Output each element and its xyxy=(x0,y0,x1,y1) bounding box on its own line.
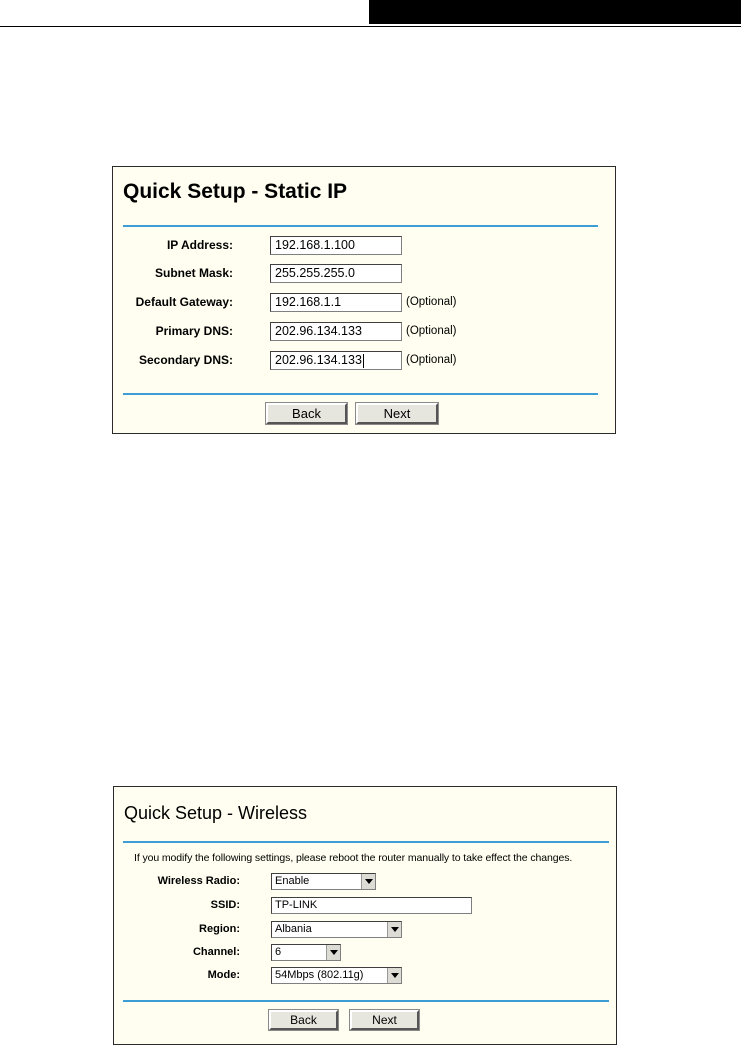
secondary-dns-input[interactable] xyxy=(270,351,402,370)
header-rule xyxy=(0,26,741,27)
footer-divider xyxy=(123,393,598,395)
chevron-down-icon[interactable] xyxy=(361,874,375,889)
primary-dns-input[interactable] xyxy=(270,322,402,341)
back-button[interactable]: Back xyxy=(269,1010,338,1030)
wireless-radio-value: Enable xyxy=(275,875,310,887)
default-gateway-input[interactable] xyxy=(270,293,402,312)
wireless-radio-label: Wireless Radio: xyxy=(157,875,240,887)
chevron-down-icon[interactable] xyxy=(387,968,401,983)
static-ip-panel xyxy=(112,166,616,434)
secondary-dns-optional: (Optional) xyxy=(406,354,457,366)
channel-label: Channel: xyxy=(192,946,240,958)
default-gateway-value: 192.168.1.1 xyxy=(275,295,342,309)
mode-value: 54Mbps (802.11g) xyxy=(275,969,364,981)
reboot-notice: If you modify the following settings, please reboot the router manually to take effect the changes. xyxy=(134,852,573,864)
secondary-dns-label: Secondary DNS: xyxy=(138,353,233,367)
primary-dns-label: Primary DNS: xyxy=(155,324,233,338)
subnet-mask-input[interactable] xyxy=(270,264,402,283)
primary-dns-optional: (Optional) xyxy=(406,325,457,337)
ip-address-value: 192.168.1.100 xyxy=(275,238,355,252)
chevron-down-icon[interactable] xyxy=(326,945,340,960)
title-divider xyxy=(123,225,598,227)
text-caret xyxy=(363,354,364,368)
region-label: Region: xyxy=(199,923,240,935)
header-bar xyxy=(369,0,741,24)
region-select[interactable] xyxy=(271,921,402,938)
wireless-radio-select[interactable] xyxy=(271,873,376,890)
next-button[interactable]: Next xyxy=(356,403,438,424)
panel-title: Quick Setup - Wireless xyxy=(124,803,308,823)
footer-divider xyxy=(123,1000,609,1002)
ssid-value: TP-LINK xyxy=(275,899,318,911)
title-divider xyxy=(123,841,609,843)
ssid-label: SSID: xyxy=(210,899,240,911)
primary-dns-value: 202.96.134.133 xyxy=(275,324,362,338)
default-gateway-label: Default Gateway: xyxy=(135,295,233,309)
mode-label: Mode: xyxy=(207,969,240,981)
ip-address-input[interactable] xyxy=(270,236,402,255)
next-button[interactable]: Next xyxy=(350,1010,419,1030)
subnet-mask-value: 255.255.255.0 xyxy=(275,266,355,280)
region-value: Albania xyxy=(275,923,312,935)
secondary-dns-value: 202.96.134.133 xyxy=(275,353,362,367)
back-button[interactable]: Back xyxy=(266,403,347,424)
ip-address-label: IP Address: xyxy=(166,238,233,252)
subnet-mask-label: Subnet Mask: xyxy=(154,266,233,280)
mode-select[interactable] xyxy=(271,967,402,984)
chevron-down-icon[interactable] xyxy=(387,922,401,937)
panel-title: Quick Setup - Static IP xyxy=(123,180,348,203)
ssid-input[interactable] xyxy=(271,897,472,914)
default-gateway-optional: (Optional) xyxy=(406,296,457,308)
channel-value: 6 xyxy=(275,946,282,958)
wireless-panel xyxy=(113,786,617,1045)
channel-select[interactable] xyxy=(271,944,341,961)
